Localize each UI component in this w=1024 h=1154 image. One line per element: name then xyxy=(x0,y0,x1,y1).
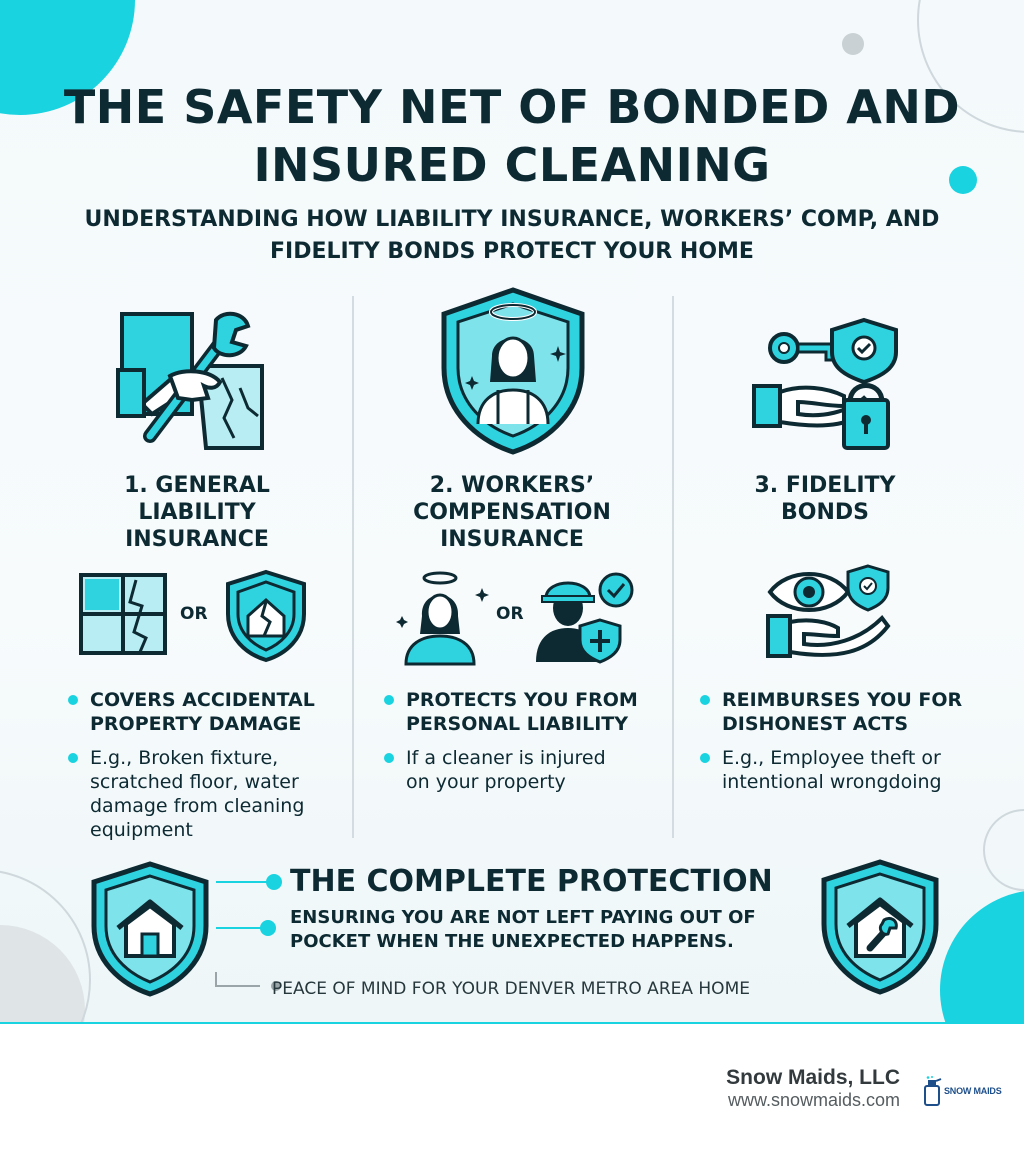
page-subtitle xyxy=(60,204,964,268)
bullet-line: intentional wrongdoing xyxy=(722,771,942,793)
main-point-fidelity-bonds xyxy=(700,688,1012,736)
company-url[interactable]: www.snowmaids.com xyxy=(727,1090,900,1110)
coverage-heading-workers-comp xyxy=(392,472,632,553)
heading-line: COMPENSATION xyxy=(413,500,611,525)
coverage-heading-general-liability xyxy=(92,472,302,553)
eye-shield-hand-icon xyxy=(764,562,894,662)
wrench-broken-tile-icon xyxy=(112,308,272,454)
bullet-line: PROTECTS YOU FROM xyxy=(406,689,638,711)
main-point-workers-comp xyxy=(384,688,686,736)
desc-line: ENSURING YOU ARE NOT LEFT PAYING OUT OF xyxy=(290,907,756,928)
complete-protection-description xyxy=(290,906,810,954)
key-hand-lock-icon xyxy=(752,314,902,454)
or-label: OR xyxy=(496,604,524,624)
company-name: Snow Maids, LLC xyxy=(726,1066,900,1089)
cracked-window-icon xyxy=(78,572,168,656)
complete-protection-title xyxy=(290,864,773,900)
bullet-line: damage from cleaning xyxy=(90,795,305,817)
bullet-line: on your property xyxy=(406,771,566,793)
bullet-line: COVERS ACCIDENTAL xyxy=(90,689,315,711)
bullet-line: scratched floor, water xyxy=(90,771,299,793)
bullet-line: equipment xyxy=(90,819,193,841)
page-title xyxy=(40,78,984,194)
coverage-heading-fidelity-bonds xyxy=(720,472,930,526)
heading-line: LIABILITY xyxy=(138,500,256,525)
accent-bar xyxy=(0,1022,1024,1024)
detail-fidelity-bonds xyxy=(700,746,1012,794)
bullet-line: E.g., Broken fixture, xyxy=(90,747,279,769)
shield-house-wrench-icon xyxy=(818,858,942,996)
peace-of-mind-tagline: PEACE OF MIND FOR YOUR DENVER METRO AREA HOME xyxy=(272,979,750,999)
heading-line: INSURANCE xyxy=(125,527,269,552)
detail-general-liability xyxy=(68,746,360,842)
shield-damaged-house-icon xyxy=(222,568,310,664)
bullet-line: DISHONEST ACTS xyxy=(722,713,909,735)
title-text: THE SAFETY NET OF BONDED AND INSURED CLEANING xyxy=(63,80,961,192)
spray-bottle-logo-icon xyxy=(922,1076,942,1106)
shield-worker-halo-icon xyxy=(438,286,588,456)
logo-wordmark: SNOW MAIDS xyxy=(944,1086,1002,1096)
main-point-general-liability xyxy=(68,688,360,736)
heading-line: BONDS xyxy=(781,500,869,525)
desc-line: POCKET WHEN THE UNEXPECTED HAPPENS. xyxy=(290,931,734,952)
bullet-line: REIMBURSES YOU FOR xyxy=(722,689,963,711)
subtitle-text: UNDERSTANDING HOW LIABILITY INSURANCE, WORKERS’ COMP, AND FIDELITY BONDS PROTECT YOUR HOME xyxy=(84,207,940,264)
bullet-line: E.g., Employee theft or xyxy=(722,747,941,769)
hardhat-worker-shield-icon xyxy=(524,568,636,664)
shield-house-icon xyxy=(88,860,212,998)
complete-title-text: THE COMPLETE PROTECTION xyxy=(290,864,773,899)
detail-workers-comp xyxy=(384,746,686,794)
bullet-line: If a cleaner is injured xyxy=(406,747,606,769)
bullet-line: PERSONAL LIABILITY xyxy=(406,713,629,735)
worker-halo-icon xyxy=(394,568,490,668)
or-label: OR xyxy=(180,604,208,624)
heading-line: 2. WORKERS’ xyxy=(429,473,595,498)
heading-line: 3. FIDELITY xyxy=(754,473,896,498)
bullet-line: PROPERTY DAMAGE xyxy=(90,713,302,735)
heading-line: INSURANCE xyxy=(440,527,584,552)
heading-line: 1. GENERAL xyxy=(124,473,270,498)
